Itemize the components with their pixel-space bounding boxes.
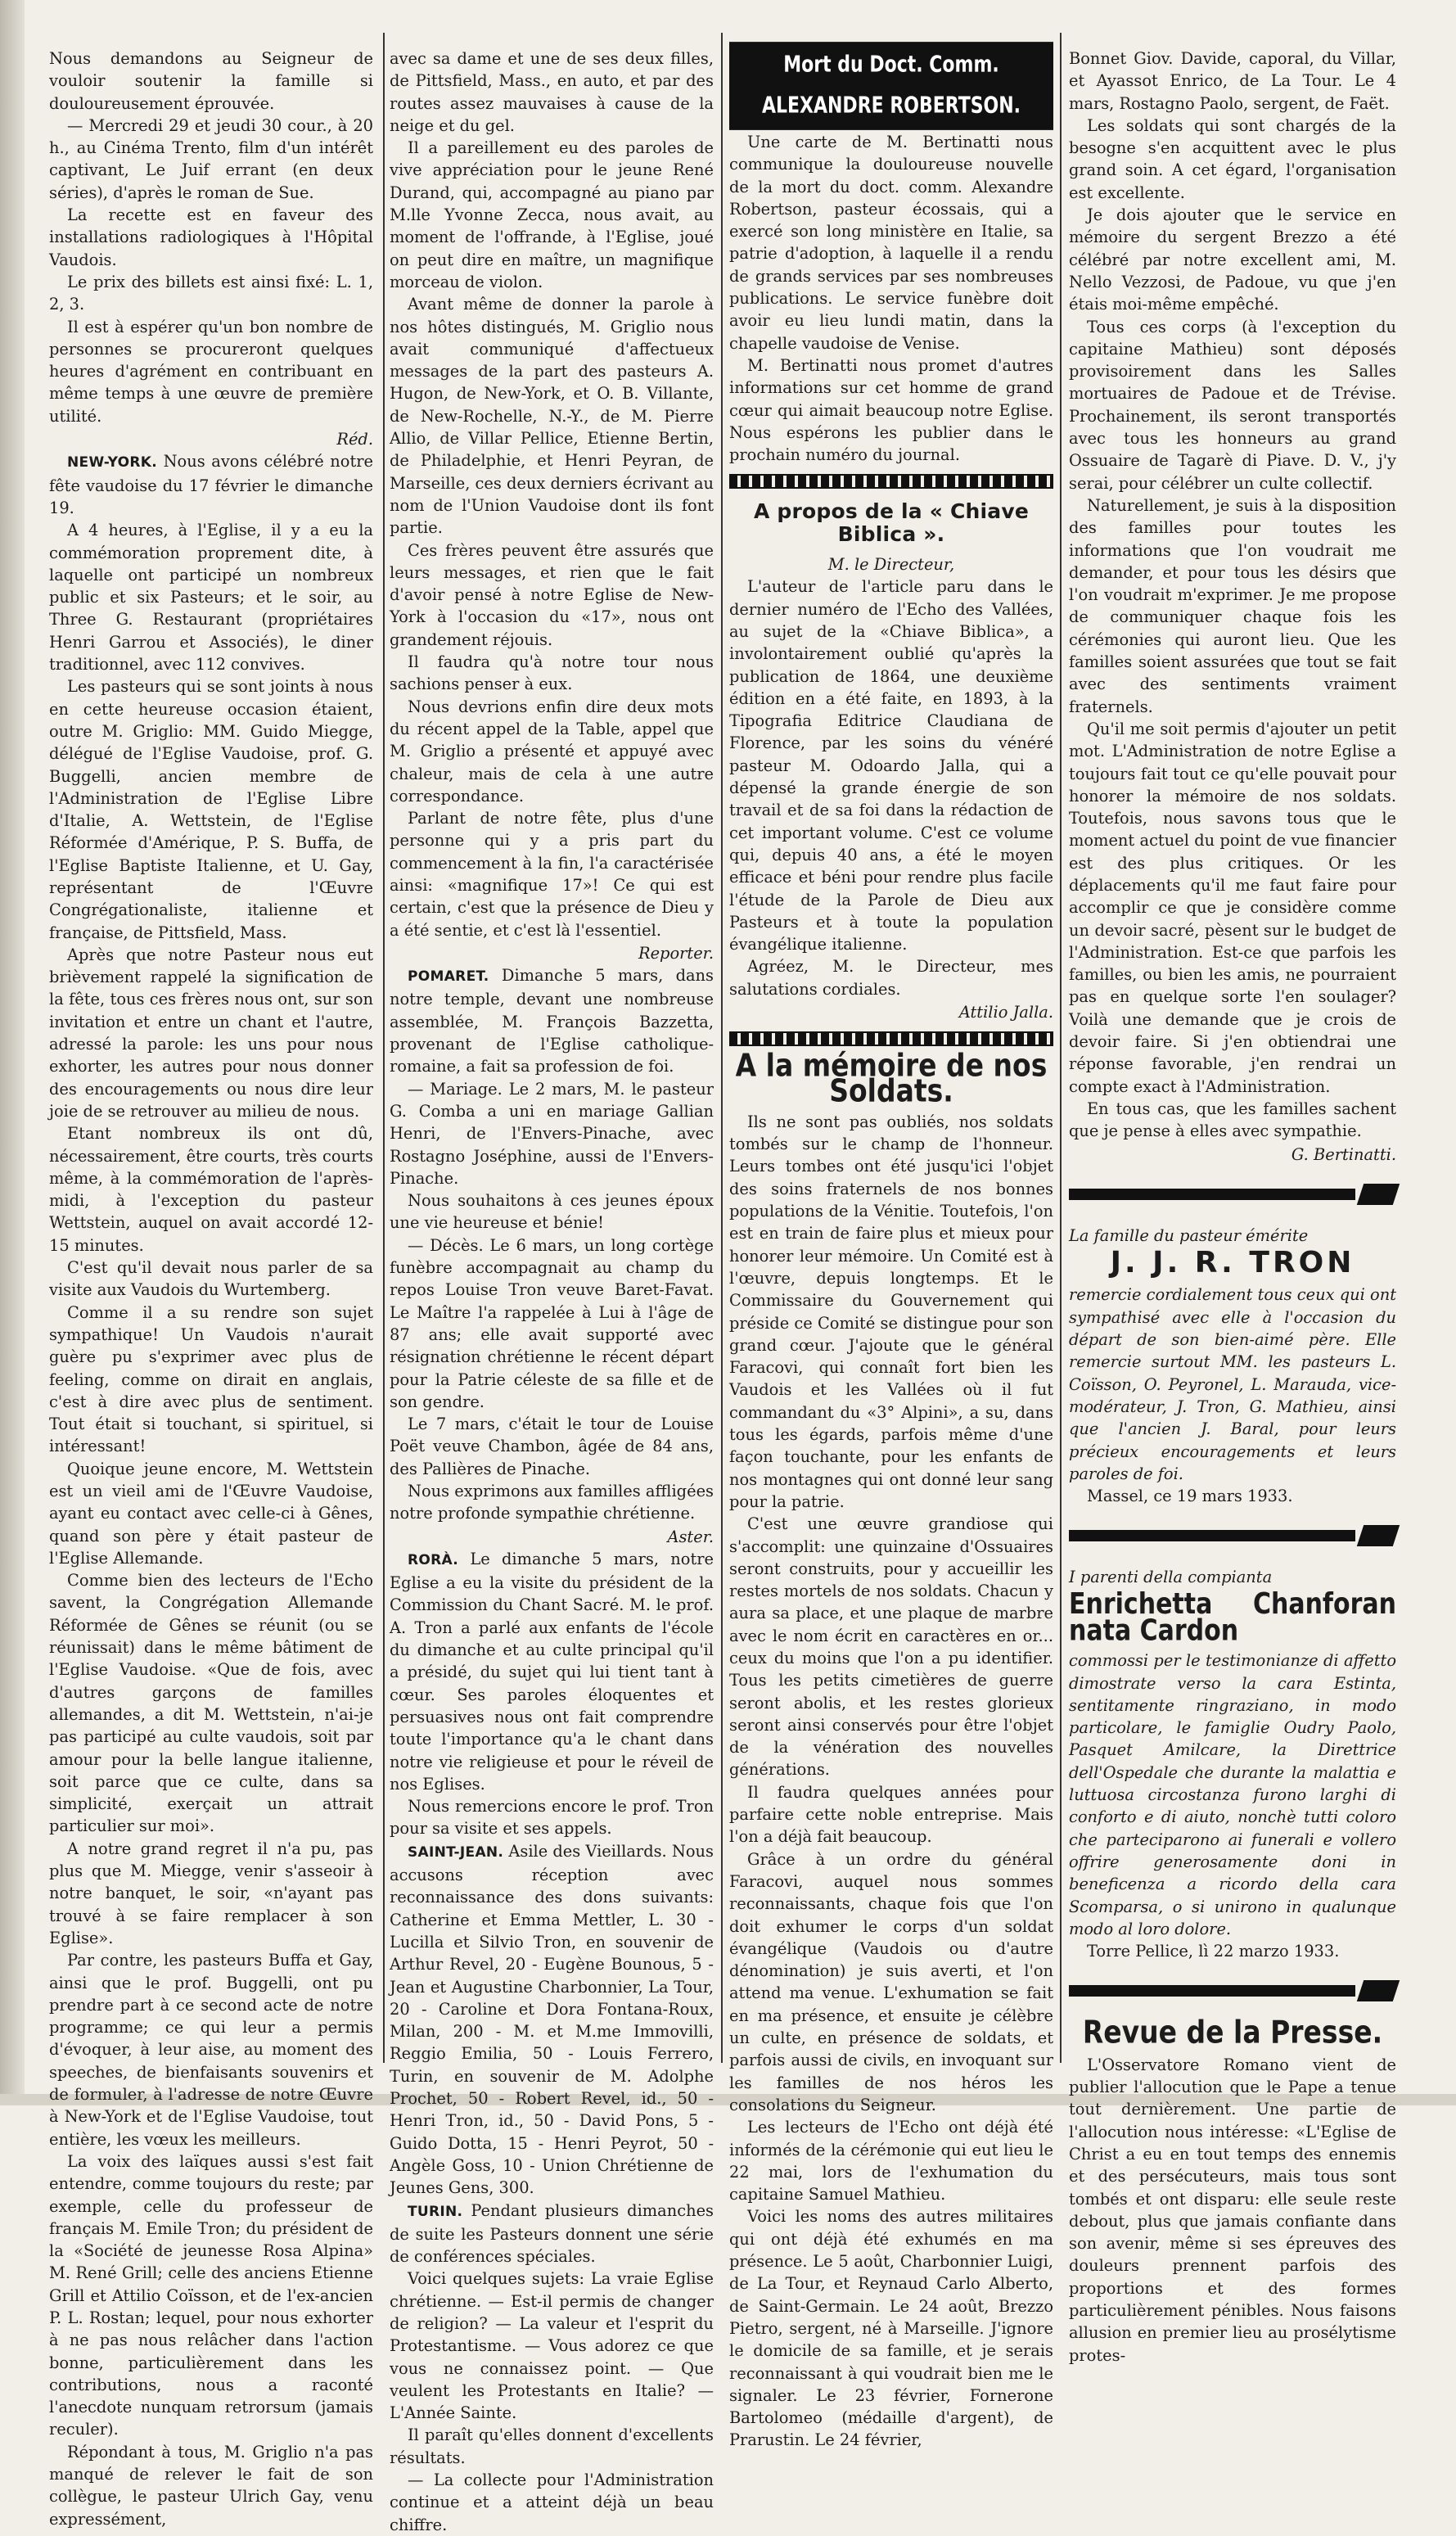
paragraph: Asile des Vieillards. Nous accusons réception avec reconnaissance des dons suivants: Catherine et Emma Mettler, L. 30 - Lucilla et Silvio Tron, en souvenir de Arthur Revel, 20 - Eugène Bounous, 5 - Jean et Augustine Charbonnier, La Tour, 20 - Caroline et Dora Fontana-Roux, Milan, 200 - M. et M.me Immovilli, Reggio Emilia, 50 - Louis Ferrero, Turin, en souvenir de M. Adolphe Prochet, 50 - Robert Revel, id., 50 - Henri Tron, id., 50 - David Pons, 5 - Guido Dotta, 15 - Henri Peyrot, 50 - Angèle Goss, 10 - Union Chrétienne de Jeunes Gens, 300. [390, 1841, 714, 2198]
signature: G. Bertinatti. [1291, 1144, 1396, 1164]
paragraph: Il faudra qu'à notre tour nous sachions penser à eux. [390, 652, 714, 694]
ad-text: commossi per le testimonianze di affetto dimostrate verso la cara Estinta, sentitamente ringraziano, in modo particolare, le famiglie Oudry Paolo, Pasquet Amilcare, la Direttrice dell'Ospedale che durante la malattia e luttuosa circostanza furono larghi di conforto e di aiuto, nonchè tutti coloro che parteciparono ai funerali e vollero offrire generosamente doni in beneficenza a ricordo della cara Scomparsa, o si unirono in qualunque modo al loro dolore. [1069, 1651, 1396, 1938]
ad-name: J. J. R. TRON [1110, 1246, 1355, 1280]
paragraph: Comme bien des lecteurs de l'Echo savent, la Congrégation Allemande Réformée de Gênes se réunit (ou se réunissait) dans le même bâtiment de l'Eglise Vaudoise. «Que de fois, avec d'autres garçons de familles allemandes, a dit M. Wettstein, n'ai-je pas participé au culte vaudois, soit par amour pour la belle langue italienne, soit parce que ce culte, dans sa simplicité, exerçait un attrait particulier sur moi». [49, 1571, 373, 1836]
signature: Reporter. [638, 943, 714, 963]
ornament-rule [729, 474, 1053, 489]
paragraph: Qu'il me soit permis d'ajouter un petit mot. L'Administration de notre Eglise a toujours fait tout ce qu'elle pouvait pour honorer la mémoire de nos soldats. Toutefois, nous savons tous que le moment actuel du point de vue financier est des plus critiques. Or les déplacements qu'il me faut faire pour accomplir ce que je considère comme un devoir sacré, pèsent sur le budget de l'Administration. Est-ce que parfois les familles, ou bien les amis, ne pourraient pas en quelque sorte l'en soulager? Voilà une demande que je crois de devoir faire. Si j'en obtiendrai une réponse favorable, j'en rendrai un compte exact à l'Administration. [1069, 719, 1396, 1096]
ad-intro: La famille du pasteur émérite [1069, 1225, 1309, 1245]
paragraph: Grâce à un ordre du général Faracovi, auquel nous sommes reconnaissants, chaque fois que l'on doit exhumer le corps d'un soldat évangélique (Vaudois ou d'autre dénomination) je suis averti, et l'on attend ma venue. L'exhumation se fait en ma présence, et ensuite je célèbre un culte, en présence de soldats, et parfois aussi de civils, en invoquant sur les familles de nos héros les consolations du Seigneur. [729, 1849, 1053, 2114]
paragraph: Quoique jeune encore, M. Wettstein est un vieil ami de l'Œuvre Vaudoise, ayant eu contact avec celle-ci à Gênes, quand son père y était pasteur de l'Eglise Allemande. [49, 1459, 373, 1568]
paragraph: Ces frères peuvent être assurés que leurs messages, et rien que le fait d'avoir pensé à notre Eglise de New-York à l'occasion du «17», nous ont grandement réjouis. [390, 540, 714, 649]
paragraph: Parlant de notre fête, plus d'une personne qui y a pris part du commencement à la fin, l'a caractérisée ainsi: «magnifique 17»! Ce qui est certain, c'est que la présence de Dieu y a été sentie, et c'est là l'essentiel. [390, 809, 714, 940]
place-heading: SAINT-JEAN. [408, 1843, 504, 1861]
paragraph: Voici quelques sujets: La vraie Eglise chrétienne. — Est-il permis de changer de religion? — La valeur et l'esprit du Protestantisme. — Vous adorez ce que vous ne connaissez point. — Que veulent les Protestants en Italie? — L'Année Sainte. [390, 2269, 714, 2423]
paragraph: C'est qu'il devait nous parler de sa visite aux Vaudois du Wurtemberg. [49, 1258, 373, 1300]
column-1 [49, 47, 373, 2529]
black-bar-rule [1069, 1974, 1396, 2010]
signature: Attilio Jalla. [958, 1002, 1053, 1022]
ad-intro: I parenti della compianta [1069, 1568, 1273, 1587]
paragraph: Par contre, les pasteurs Buffa et Gay, ainsi que le prof. Buggelli, ont pu prendre part à ce second acte de notre programme; ce qui leur a permis d'évoquer, à leur aise, au moment des speeches, de bienfaisants souvenirs et de formuler, à l'adresse de notre Œuvre à New-York et de l'Eglise Vaudoise, tout entière, les vœux les meilleurs. [49, 1951, 373, 2149]
paragraph: — La collecte pour l'Administration continue et a atteint déjà un beau chiffre. [390, 2471, 714, 2534]
paragraph: Nous exprimons aux familles affligées notre profonde sympathie chrétienne. [390, 1482, 714, 1523]
column-3 [729, 47, 1053, 2450]
paragraph: Il a pareillement eu des paroles de vive appréciation pour le jeune René Durand, qui, accompagné au piano par M.lle Yvonne Zecca, nous avait, au moment de l'offrande, à l'Eglise, joué on peut dire en maître, un magnifique morceau de violon. [390, 138, 714, 291]
place-heading: RORÀ. [408, 1551, 459, 1568]
paragraph: Comme il a su rendre son sujet sympathique! Un Vaudois n'aurait guère pu s'exprimer avec plus de feeling, comme on dirait en anglais, c'est à dire avec plus de sentiment. Tout était si touchant, si spirituel, si intéressant! [49, 1302, 373, 1456]
paragraph: avec sa dame et une de ses deux filles, de Pittsfield, Mass., en auto, et par des routes assez mauvaises à cause de la neige et du gel. [390, 49, 714, 135]
paragraph: Dimanche 5 mars, dans notre temple, devant une nombreuse assemblée, M. François Bazzetta, provenant de l'Eglise catholique-romaine, a fait sa profession de foi. [390, 966, 714, 1076]
column-rule [1060, 33, 1062, 2063]
paragraph: — Décès. Le 6 mars, un long cortège funèbre accompagnait au champ du repos Louise Tron veuve Baret-Favat. Le Maître l'a rappelée à Lui à l'âge de 87 ans; elle avait supporté avec résignation chrétienne le récent départ pour la Patrie céleste de sa fille et de son gendre. [390, 1235, 714, 1411]
paragraph: Le dimanche 5 mars, notre Eglise a eu la visite du président de la Commission du Chant Sacré. M. le prof. A. Tron a parlé aux enfants de l'école du dimanche et au culte principal qu'il a présidé, du sujet qui lui tient tant à cœur. Ses paroles éloquentes et persuasives nous ont fait comprendre toute l'importance qu'a le chant dans notre vie religieuse et pour le réveil de nos Eglises. [390, 1549, 714, 1794]
paragraph: Il est à espérer qu'un bon nombre de personnes se procureront quelques heures d'agrément en contribuant en même temps à une œuvre de première utilité. [49, 317, 373, 426]
article-heading: A propos de la « Chiave Biblica ». [753, 499, 1030, 546]
paragraph: Il faudra quelques années pour parfaire cette noble entreprise. Mais l'on a déjà fait beaucoup. [729, 1782, 1053, 1847]
black-bar-rule [1069, 1177, 1396, 1213]
paragraph: C'est une œuvre grandiose qui s'accomplit: une quinzaine d'Ossuaires seront construits, pour y accueillir les restes mortels de nos soldats. Chacun y aura sa place, et une plaque de marbre avec le nom écrit en caractères en or... ceux du moins que l'on a pu identifier. Tous les petits cimetières de guerre seront abolis, et les restes glorieux seront ainsi conservés pour être l'objet de la vénération des nouvelles générations. [729, 1514, 1053, 1780]
paragraph: Avant même de donner la parole à nos hôtes distingués, M. Griglio nous avait communiqué d'affectueux messages de la part des pasteurs A. Hugon, de New-York, et O. B. Villante, de New-Rochelle, N.-Y., de M. Pierre Allio, de Villar Pellice, Etienne Bertin, de Philadelphie, et Henri Peyran, de Marseille, ces deux derniers écrivant au nom de l'Union Vaudoise dont ils font partie. [390, 295, 714, 538]
paragraph: Bonnet Giov. Davide, caporal, du Villar, et Ayassot Enrico, de La Tour. Le 4 mars, Rostagno Paolo, sergent, de Faët. [1069, 49, 1396, 113]
paragraph: Les pasteurs qui se sont joints à nous en cette heureuse occasion étaient, outre M. Griglio: MM. Guido Miegge, délégué de l'Eglise Vaudoise, prof. G. Buggelli, ancien membre de l'Administration de l'Eglise Libre d'Italie, A. Wettstein, de l'Eglise Réformée d'Amérique, P. S. Buffa, de l'Eglise Baptiste Italienne, et U. Gay, représentant de l'Œuvre Congrégationaliste, italienne et française, de Pittsfield, Mass. [49, 677, 373, 942]
ad-place: Massel, ce 19 mars 1933. [1087, 1487, 1293, 1506]
article-heading: Mort du Doct. Comm. ALEXANDRE ROBERTSON. [729, 42, 1053, 130]
salutation: M. le Directeur, [827, 555, 955, 575]
paragraph: En tous cas, que les familles sachent que je pense à elles avec sympathie. [1069, 1099, 1396, 1141]
scan-gutter [0, 0, 25, 2105]
article-heading: A la mémoire de nos Soldats. [735, 1047, 1048, 1110]
paragraph: Pendant plusieurs dimanches de suite les Pasteurs donnent une série de conférences spéciales. [390, 2200, 714, 2267]
signature: Aster. [667, 1527, 714, 1546]
paragraph: A notre grand regret il n'a pu, pas plus que M. Miegge, venir s'asseoir à notre banquet, le soir, «n'ayant pas trouvé à se faire remplacer à son Eglise». [49, 1839, 373, 1947]
paragraph: Nous devrions enfin dire deux mots du récent appel de la Table, appel que M. Griglio a présenté et appuyé avec chaleur, mais de cela à une autre correspondance. [390, 697, 714, 805]
paragraph: Les soldats qui sont chargés de la besogne s'en acquittent avec le plus grand soin. A cet égard, l'organisation est excellente. [1069, 115, 1396, 202]
paragraph: Nous demandons au Seigneur de vouloir soutenir la famille si douloureusement éprouvée. [49, 49, 373, 113]
black-bar-rule [1069, 1518, 1396, 1555]
paragraph: A 4 heures, à l'Eglise, il y a eu la commémoration proprement dite, à laquelle ont participé un nombreux public et six Pasteurs; et le soir, au Three G. Restaurant (propriétaires Henri Garrou et Associés), le diner traditionnel, avec 112 convives. [49, 521, 373, 675]
paragraph: La recette est en faveur des installations radiologiques à l'Hôpital Vaudois. [49, 205, 373, 269]
paragraph: — Mariage. Le 2 mars, M. le pasteur G. Comba a uni en mariage Gallian Henri, de l'Envers-Pinache, avec Rostagno Joséphine, aussi de l'Envers-Pinache. [390, 1079, 714, 1188]
paragraph: La voix des laïques aussi s'est fait entendre, comme toujours du reste; par exemple, celle du professeur de français M. Emile Tron; du président de la «Société de jeunesse Rosa Alpina» M. René Grill; celle des anciens Etienne Grill et Attilio Coïsson, et de l'ex-ancien P. L. Rostan; lequel, pour nous exhorter à ne pas nous relâcher dans l'action bonne, particulièrement dans les contributions, nous a raconté l'anecdote nunquam retrorsum (jamais reculer). [49, 2151, 373, 2439]
paragraph: Répondant à tous, M. Griglio n'a pas manqué de relever le fait de son collègue, le pasteur Ulrich Gay, venu expressément, [49, 2442, 373, 2529]
paragraph: Ils ne sont pas oubliés, nos soldats tombés sur le champ de l'honneur. Leurs tombes ont été jusqu'ici l'objet des soins fraternels de nos bonnes populations de la Vénitie. Toutefois, l'on est en train de faire plus et mieux pour honorer leur mémoire. Un Comité est à l'œuvre, depuis longtemps. Et le Commissaire du Gouvernement qui préside ce Comité se distingue pour son grand cœur. J'ajoute que le général Faracovi, qui connaît fort bien les Vaudois et les Vallées où il fut commandant du «3° Alpini», a su, dans tous les égards, parfois même d'une façon touchante, pour les enfants de nos montagnes qui ont donné leur sang pour la patrie. [729, 1112, 1053, 1511]
paragraph: Agréez, M. le Directeur, mes salutations cordiales. [729, 957, 1053, 999]
paragraph: Il paraît qu'elles donnent d'excellents résultats. [390, 2425, 714, 2467]
paragraph: L'Osservatore Romano vient de publier l'allocution que le Pape a tenue tout dernièrement. Une partie de l'allocution nous intéresse: «L'Eglise de Christ a eu en tout temps des ennemis et des persécuteurs, mais tous sont tombés et ont disparu: elle seule reste debout, plus que jamais confiante dans son avenir, même si ses épreuves des douleurs prennent parfois des proportions et des formes particulièrement pénibles. Nous faisons allusion en premier lieu au prosélytisme protes- [1069, 2055, 1396, 2365]
paragraph: Une carte de M. Bertinatti nous communique la douloureuse nouvelle de la mort du doct. comm. Alexandre Robertson, pasteur écossais, qui a exercé son long ministère en Italie, sa patrie d'adoption, à laquelle il a rendu de grands services par ses nombreuses publications. Le service funèbre doit avoir eu lieu lundi matin, dans la chapelle vaudoise de Venise. [729, 133, 1053, 353]
paragraph: Tous ces corps (à l'exception du capitaine Mathieu) sont déposés provisoirement dans les Salles mortuaires de Padoue et de Trévise. Prochainement, ils seront transportés avec tous les honneurs au grand Ossuaire de Tagarè di Piave. D. V., j'y serai, pour célébrer un culte collectif. [1069, 317, 1396, 493]
ad-place: Torre Pellice, lì 22 marzo 1933. [1087, 1942, 1340, 1961]
paragraph: Voici les noms des autres militaires qui ont déjà été exhumés en ma présence. Le 5 août, Charbonnier Luigi, de La Tour, et Reynaud Carlo Alberto, de Saint-Germain. Le 24 août, Brezzo Pietro, sergent, né à Marseille. J'ignore le domicile de sa famille, et je serais reconnaissant à qui voudrait bien me le signaler. Le 23 février, Fornerone Bartolomeo (médaille d'argent), de Prarustin. Le 24 février, [729, 2207, 1053, 2450]
paragraph: — Mercredi 29 et jeudi 30 cour., à 20 h., au Cinéma Trento, film d'un intérêt captivant, Le Juif errant (en deux séries), d'après le roman de Sue. [49, 115, 373, 202]
paragraph: Les lecteurs de l'Echo ont déjà été informés de la cérémonie qui eut lieu le 22 mai, lors de l'exhumation du capitaine Samuel Mathieu. [729, 2118, 1053, 2204]
paragraph: Nous souhaitons à ces jeunes époux une vie heureuse et bénie! [390, 1191, 714, 1233]
paragraph: M. Bertinatti nous promet d'autres informations sur cet homme de grand cœur qui aimait beaucoup notre Eglise. Nous espérons les publier dans le prochain numéro du journal. [729, 355, 1053, 465]
paragraph: Etant nombreux ils ont dû, nécessairement, être courts, très courts même, à la commémoration de l'après-midi, à l'exception du pasteur Wettstein, auquel on avait accordé 12-15 minutes. [49, 1124, 373, 1255]
paragraph: Après que notre Pasteur nous eut brièvement rappelé la signification de la fête, tous ces frères nous ont, sur son invitation et entre un chant et l'autre, adressé la parole: les uns pour nous exhorter, les autres pour nous donner des encouragements ou nous dire leur joie de se retrouver au milieu de nous. [49, 945, 373, 1121]
column-rule [383, 33, 385, 2063]
paragraph: Le prix des billets est ainsi fixé: L. 1, 2, 3. [49, 272, 373, 314]
ad-text: remercie cordialement tous ceux qui ont sympathisé avec elle à l'occasion du départ de son bien-aimé père. Elle remercie surtout MM. les pasteurs L. Coïsson, O. Peyronel, L. Marauda, vice-modérateur, J. Tron, G. Mathieu, ainsi que l'ancien J. Baral, pour leurs précieux encouragements et leurs paroles de foi. [1069, 1285, 1396, 1483]
signature: Réd. [336, 430, 373, 449]
column-4 [1069, 47, 1396, 2365]
place-heading: NEW-YORK. [67, 454, 157, 472]
ornament-rule [729, 1031, 1053, 1046]
paragraph: L'auteur de l'article paru dans le dernier numéro de l'Echo des Vallées, au sujet de la «Chiave Biblica», a involontairement oublié qu'après la publication de 1864, une deuxième édition en a été faite, en 1893, à la Tipografia Editrice Claudiana de Florence, par les soins du vénéré pasteur M. Odoardo Jalla, qui a dépensé la grande énergie de son travail et de sa foi dans la rédaction de cet important volume. C'est ce volume qui, depuis 40 ans, a été le moyen efficace et béni pour rendre plus facile l'étude de la Parole de Dieu aux Pasteurs et à toute la population évangélique italienne. [729, 577, 1053, 954]
column-2 [390, 47, 714, 2534]
column-rule [721, 33, 723, 2063]
place-heading: TURIN. [408, 2203, 463, 2220]
place-heading: POMARET. [408, 968, 489, 986]
paragraph: Je dois ajouter que le service en mémoire du sergent Brezzo a été célébré par notre excellent ami, M. Nello Vezzosi, de Padoue, vu que j'en étais moi-même empêché. [1069, 205, 1396, 314]
paragraph: Le 7 mars, c'était le tour de Louise Poët veuve Chambon, âgée de 84 ans, des Pallières de Pinache. [390, 1415, 714, 1478]
article-heading: Revue de la Presse. [1082, 2014, 1383, 2051]
paragraph: Nous avons célébré notre fête vaudoise du 17 février le dimanche 19. [49, 452, 373, 517]
paragraph: Naturellement, je suis à la disposition des familles pour toutes les informations que l'on voudrait me demander, et pour tous les désirs que l'on voudrait m'exprimer. Je me propose de communiquer chaque fois les cérémonies qui auront lieu. Que les familles soient assurées que tout se fait avec des sentiments vraiment fraternels. [1069, 495, 1396, 716]
ad-name: Enrichetta Chanforan nata Cardon [1069, 1586, 1396, 1649]
paragraph: Nous remercions encore le prof. Tron pour sa visite et ses appels. [390, 1797, 714, 1839]
